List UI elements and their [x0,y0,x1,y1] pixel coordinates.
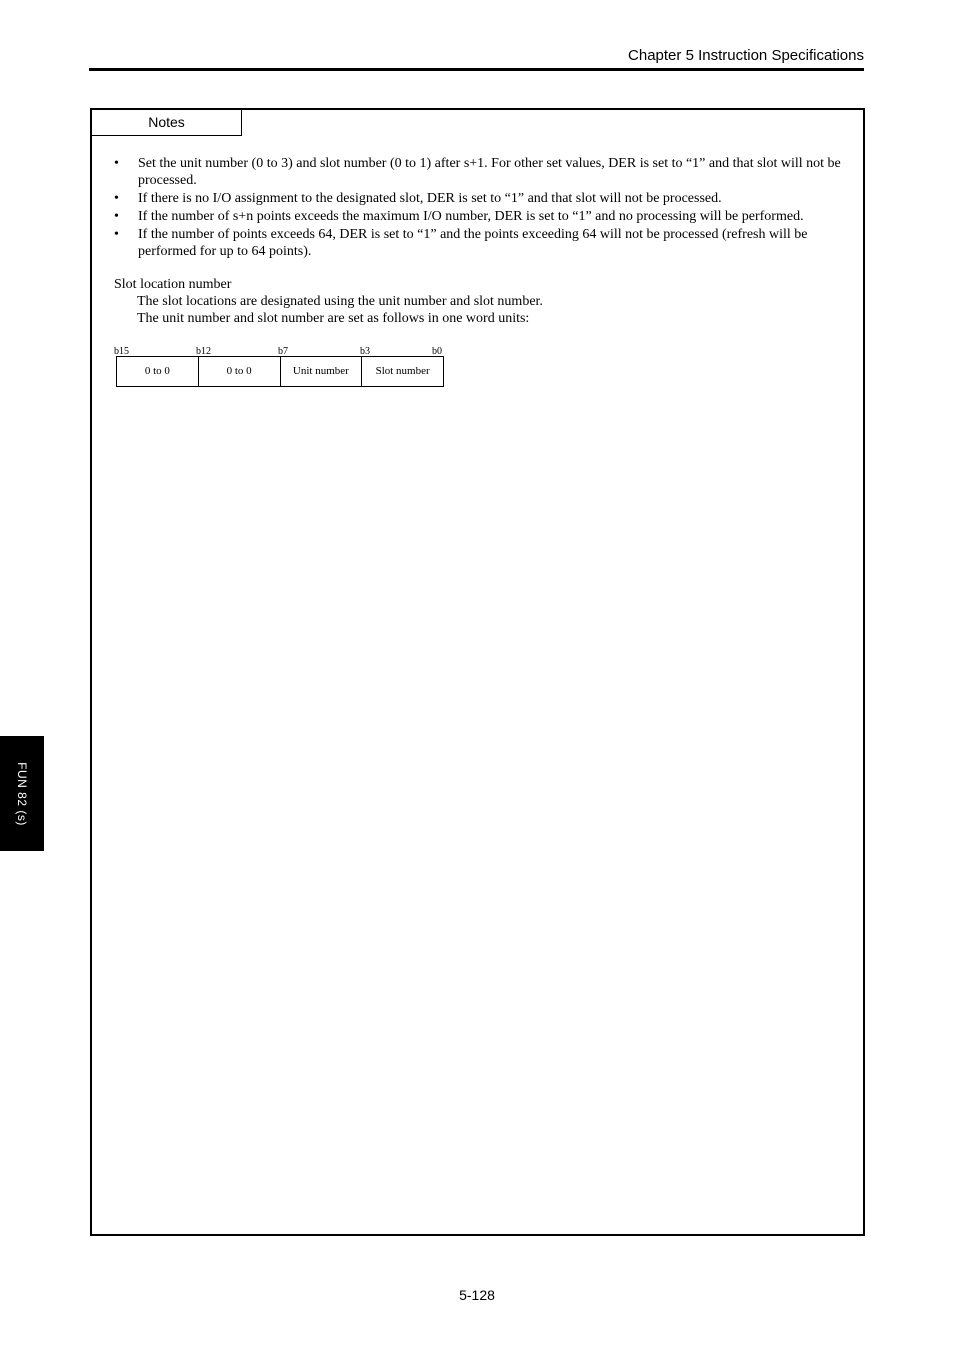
slot-location-line: The slot locations are designated using the unit number and slot number. [137,294,543,309]
register-field-slot-number: Slot number [375,365,430,377]
bullet-text: If there is no I/O assignment to the designated slot, DER is set to “1” and that slot will not be processed. [138,191,722,206]
notes-bullet-list [114,155,854,261]
bullet-dot: • [114,191,119,206]
register-field-unit-number: Unit number [281,357,363,386]
bullet-dot: • [114,156,119,171]
list-item [114,226,854,260]
bit-label-b0: b0 [432,346,442,357]
slot-location-heading: Slot location number [114,277,232,292]
page-number: 5-128 [459,1287,495,1303]
slot-word-register-table [116,356,444,387]
bullet-text: Set the unit number (0 to 3) and slot number (0 to 1) after s+1. For other set values, DER is set to “1” and that slot will not be processed. [138,156,841,188]
slot-location-line: The unit number and slot number are set as follows in one word units: [137,311,530,326]
register-field-upper: 0 to 0 [117,357,199,386]
notes-label: Notes [92,110,242,136]
side-tab [0,736,44,851]
chapter-title: Chapter 5 Instruction Specifications [628,47,864,64]
list-item [114,208,854,225]
bit-label-b3: b3 [360,346,370,357]
bullet-dot: • [114,227,119,242]
list-item [114,155,854,189]
header-rule [89,68,864,71]
bit-label-b15: b15 [114,346,129,357]
register-field-middle: 0 to 0 [199,357,281,386]
bullet-dot: • [114,209,119,224]
bit-label-b7: b7 [278,346,288,357]
bit-label-b12: b12 [196,346,211,357]
bullet-text: If the number of points exceeds 64, DER is set to “1” and the points exceeding 64 will not be processed (refresh will be performed for up to 64 points). [138,227,808,259]
side-tab-label: FUN 82 (s) [15,761,29,826]
bullet-text: If the number of s+n points exceeds the maximum I/O number, DER is set to “1” and no processing will be performed. [138,209,804,224]
notes-frame [90,108,865,1236]
list-item [114,190,854,207]
